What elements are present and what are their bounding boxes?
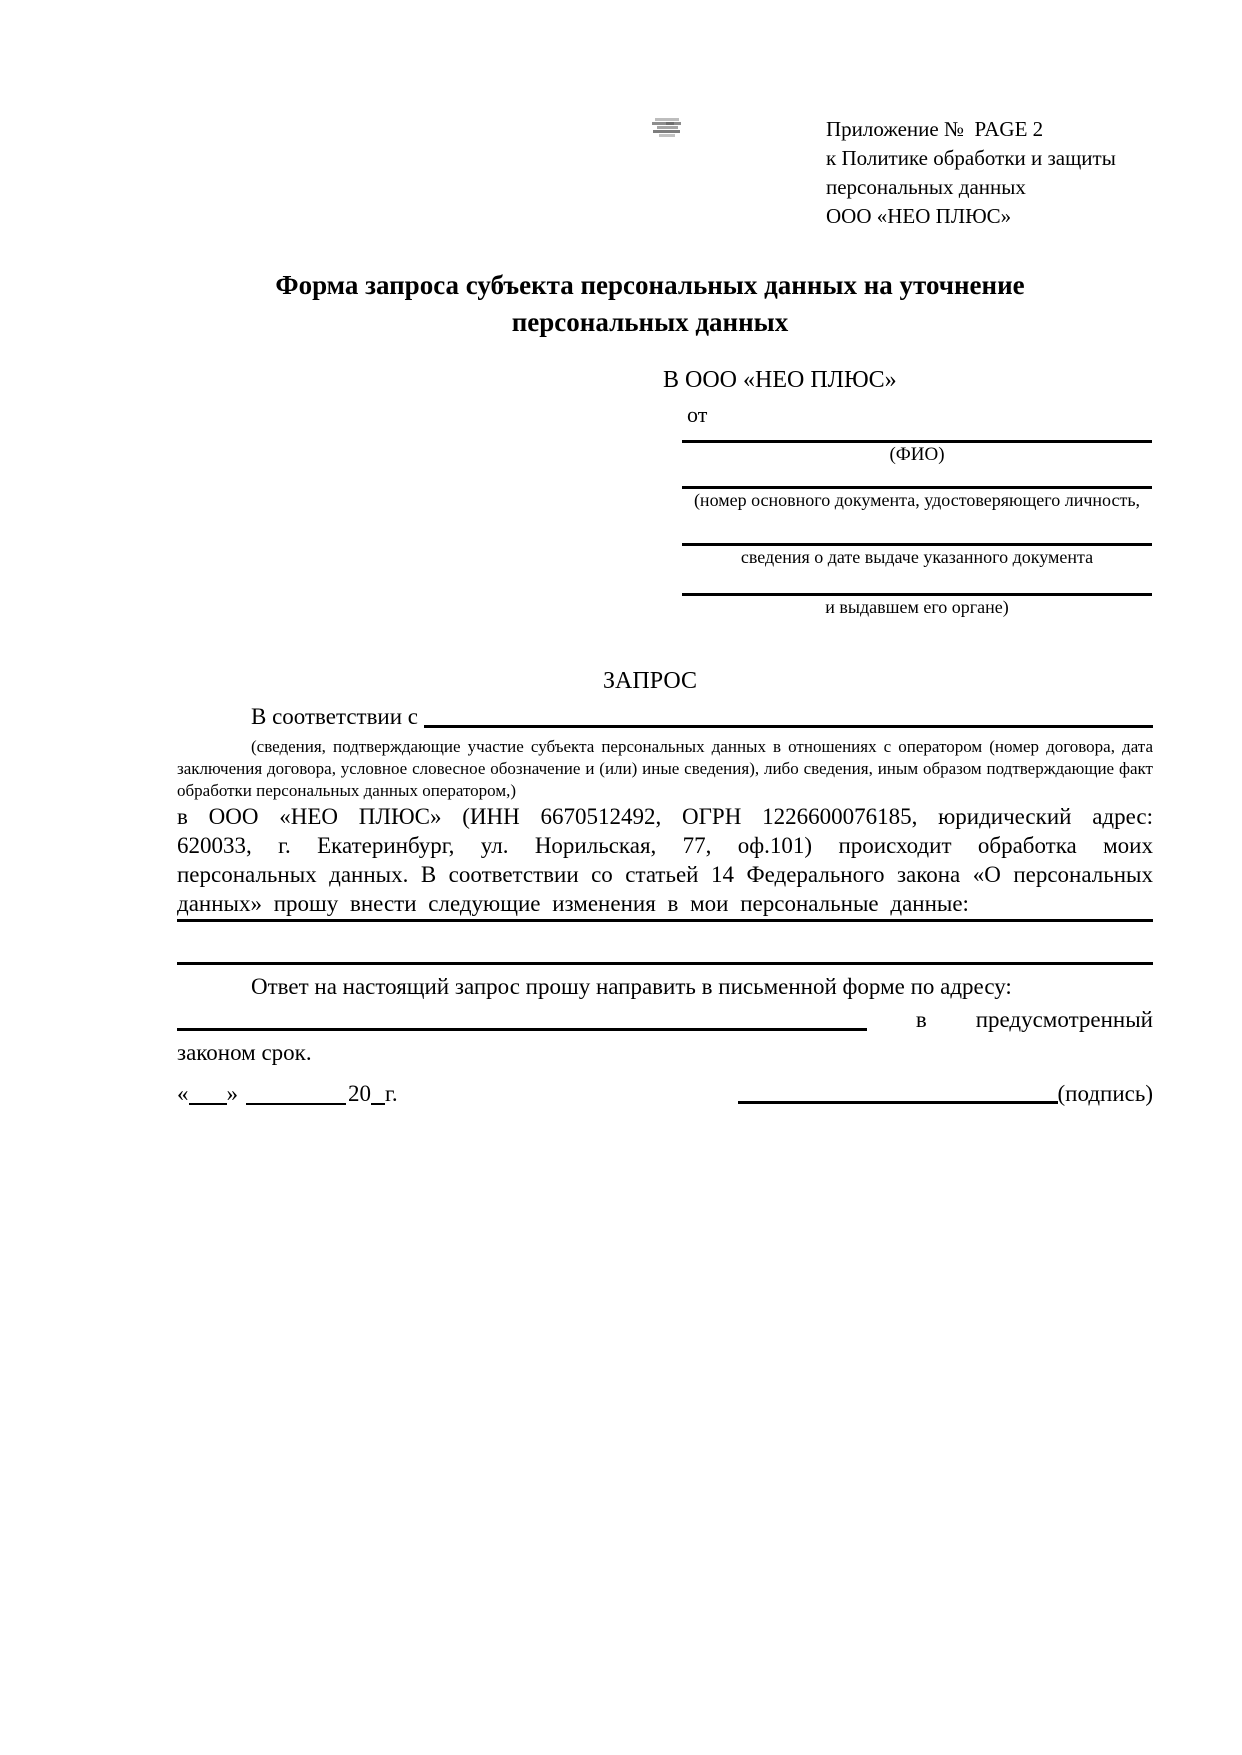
reply-intro: Ответ на настоящий запрос прошу направить в письменной форме по адресу:	[251, 974, 1012, 999]
reply-end: законом срок.	[177, 1040, 312, 1065]
basis-footnote: (сведения, подтверждающие участие субъекта персональных данных в отношениях с оператором (номер договора, дата заключения договора, условное словесное обозначение и (или) иные сведения), либо сведения, иным образом подтверждающие факт обработки персональных данных оператором,)	[177, 737, 1153, 800]
addressee-organization: В ООО «НЕО ПЛЮС»	[663, 367, 897, 393]
year-suffix: г.	[385, 1081, 398, 1106]
signature-caption: (подпись)	[1057, 1081, 1153, 1106]
request-body-paragraph: в ООО «НЕО ПЛЮС» (ИНН 6670512492, ОГРН 1226600076185, юридический адрес: 620033, г. Екатеринбург, ул. Норильская, 77, оф.101) происходит обработка моих персональных данных. В соответствии со статьей 14 Федерального закона «О персональных данных» прошу внести следующие изменения в мои персональные данные:	[177, 804, 1153, 916]
day-field-line[interactable]	[189, 1085, 227, 1105]
month-field-line[interactable]	[246, 1085, 346, 1105]
from-label: от	[687, 402, 708, 427]
basis-label: В соответствии с	[251, 704, 419, 729]
reply-tail-word-1: в	[915, 1007, 927, 1032]
appendix-header	[826, 115, 1116, 231]
reply-address-field-line[interactable]	[177, 1028, 867, 1031]
issue-date-field-line[interactable]	[682, 511, 1152, 546]
reply-tail-word-2: предусмотренный	[975, 1007, 1153, 1032]
fio-caption: (ФИО)	[889, 444, 945, 465]
signoff-row	[177, 1078, 1153, 1109]
quote-close: »	[226, 1081, 238, 1106]
addressee-block	[663, 364, 1152, 618]
appendix-number-line: Приложение № PAGE 2	[826, 117, 1044, 141]
date-group	[177, 1078, 398, 1109]
reply-paragraph	[177, 970, 1153, 1069]
signature-field-line[interactable]	[738, 1101, 1058, 1104]
basis-field-line[interactable]	[424, 702, 1153, 728]
fio-field-line[interactable]	[682, 428, 1152, 443]
text-placeholder-icon	[652, 117, 682, 140]
organization-name: ООО «НЕО ПЛЮС»	[826, 204, 1012, 228]
quote-open: «	[177, 1081, 189, 1106]
page-title	[177, 267, 1123, 341]
id-document-field-line[interactable]	[682, 466, 1152, 489]
policy-line-1: к Политике обработки и защиты	[826, 146, 1116, 170]
reply-address-row	[177, 1003, 1153, 1036]
id-document-caption: (номер основного документа, удостоверяющего личность,	[693, 490, 1141, 510]
year-prefix: 20	[348, 1081, 371, 1106]
policy-line-2: персональных данных	[826, 175, 1026, 199]
issuing-authority-field-line[interactable]	[682, 568, 1152, 596]
changes-field-line-1[interactable]	[177, 905, 1153, 922]
page-title-line-1: Форма запроса субъекта персональных данных на уточнение	[275, 270, 1025, 300]
year-field-line[interactable]	[371, 1085, 385, 1105]
basis-row	[177, 702, 1153, 732]
changes-field-line-2[interactable]	[177, 948, 1153, 965]
issuing-authority-caption: и выдавшем его органе)	[825, 597, 1009, 617]
issue-date-caption: сведения о дате выдаче указанного документа	[740, 547, 1094, 567]
request-heading: ЗАПРОС	[603, 668, 697, 694]
page-title-line-2: персональных данных	[511, 307, 789, 337]
